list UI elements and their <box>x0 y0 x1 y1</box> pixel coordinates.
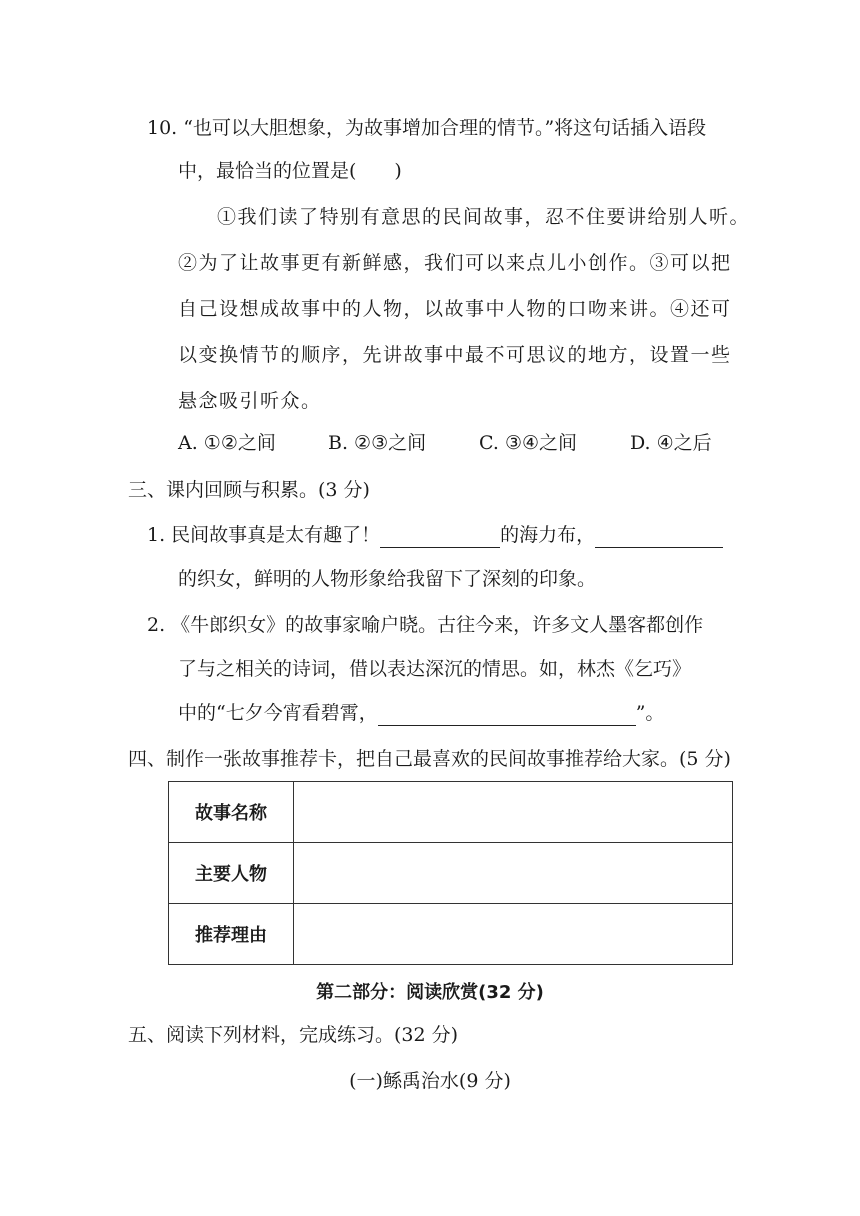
part2-title: 第二部分：阅读欣赏(32 分) <box>316 982 544 1003</box>
fill-blank-2[interactable] <box>595 527 723 548</box>
fill-blank-3[interactable] <box>378 705 636 726</box>
fill-blank-1[interactable] <box>380 527 500 548</box>
row-label-reason: 推荐理由 <box>169 904 294 965</box>
characters-cell[interactable] <box>294 843 733 904</box>
table-row <box>169 782 733 843</box>
section3-heading: 三、课内回顾与积累。(3 分) <box>128 479 370 501</box>
q10-stem-line1: 10. “也可以大胆想象，为故事增加合理的情节。”将这句话插入语段 <box>147 117 707 139</box>
section4-heading: 四、制作一张故事推荐卡，把自己最喜欢的民间故事推荐给大家。(5 分) <box>128 748 731 770</box>
row-label-characters: 主要人物 <box>169 843 294 904</box>
option-c[interactable]: C. ③④之间 <box>479 432 578 454</box>
story-name-cell[interactable] <box>294 782 733 843</box>
s3-q1-text-b: 的海力布， <box>500 524 596 546</box>
q10-passage-line5: 悬念吸引听众。 <box>178 390 322 412</box>
q10-options <box>178 430 738 456</box>
q10-passage-line3: 自己设想成故事中的人物，以故事中人物的口吻来讲。④还可 <box>178 298 732 320</box>
s3-q1-line1 <box>147 522 723 548</box>
row-label-story-name: 故事名称 <box>169 782 294 843</box>
section5-heading: 五、阅读下列材料，完成练习。(32 分) <box>128 1024 459 1046</box>
story-recommend-card <box>168 781 733 965</box>
table-row <box>169 843 733 904</box>
q10-stem-line2: 中，最恰当的位置是( ) <box>178 160 402 182</box>
s3-q1-line2: 的织女，鲜明的人物形象给我留下了深刻的印象。 <box>178 568 597 590</box>
option-b[interactable]: B. ②③之间 <box>328 432 427 454</box>
s3-q2-line2: 了与之相关的诗词，借以表达深沉的情思。如，林杰《乞巧》 <box>178 658 692 680</box>
section5-subtitle: (一)鲧禹治水(9 分) <box>349 1070 511 1092</box>
s3-q2-text-a: 中的“七夕今宵看碧霄， <box>178 702 378 724</box>
s3-q2-line1: 2. 《牛郎织女》的故事家喻户晓。古往今来，许多文人墨客都创作 <box>147 614 704 636</box>
option-d[interactable]: D. ④之后 <box>630 432 712 454</box>
q10-passage-line2: ②为了让故事更有新鲜感，我们可以来点儿小创作。③可以把 <box>178 252 732 274</box>
s3-q1-text-a: 1. 民间故事真是太有趣了！ <box>147 524 381 546</box>
reason-cell[interactable] <box>294 904 733 965</box>
s3-q2-text-b: ”。 <box>635 702 665 724</box>
q10-passage-line4: 以变换情节的顺序，先讲故事中最不可思议的地方，设置一些 <box>178 344 732 366</box>
table-row <box>169 904 733 965</box>
option-a[interactable]: A. ①②之间 <box>178 432 276 454</box>
q10-passage-line1: ①我们读了特别有意思的民间故事，忍不住要讲给别人听。 <box>217 206 751 228</box>
s3-q2-line3 <box>178 700 664 726</box>
